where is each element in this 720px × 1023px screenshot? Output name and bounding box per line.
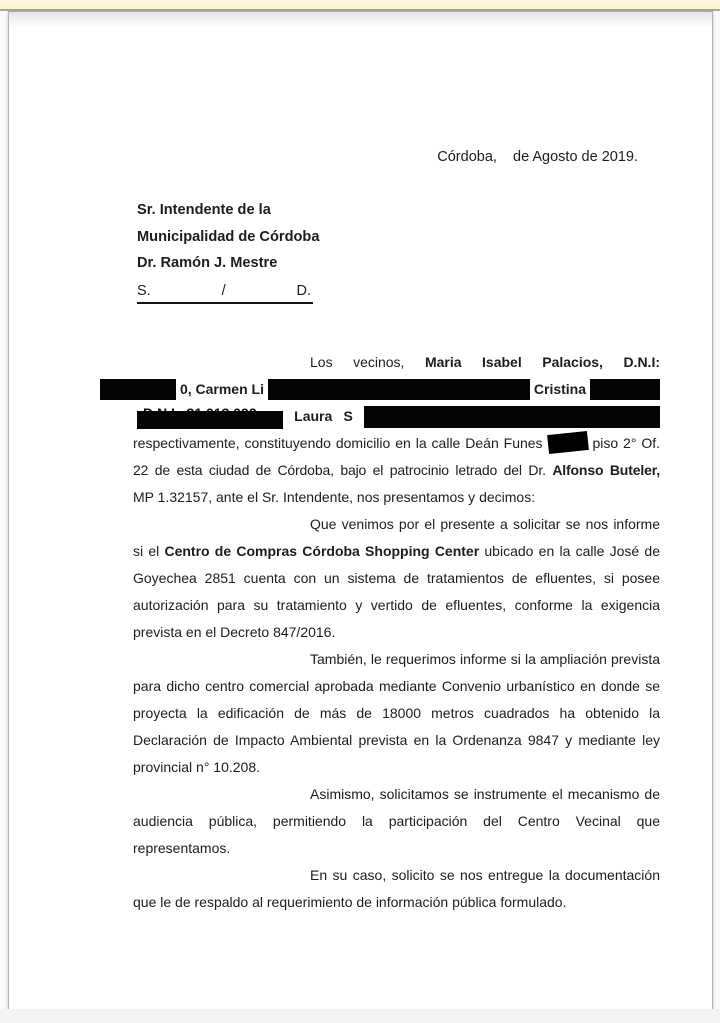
- date-text: Córdoba, de Agosto de 2019.: [437, 149, 638, 165]
- redaction-box-partial: [137, 404, 283, 429]
- paragraph-2: [133, 511, 660, 646]
- paragraph1-line6: MP 1.32157, ante el Sr. Intendente, nos presentamos y decimos:: [133, 489, 536, 505]
- redaction-box: [137, 411, 283, 429]
- top-strip: [0, 0, 720, 11]
- salutation-slash: /: [221, 282, 226, 299]
- p1-l4-post: piso 2° Of.: [592, 435, 661, 451]
- p2-shopping-center-name: Centro de Compras Córdoba Shopping Center: [164, 543, 480, 559]
- paragraph1-line5: [133, 457, 660, 484]
- paragraph-4: Asimismo, solicitamos se instrumente el mecanismo de audiencia pública, permitiendo la participación del Centro Vecinal que representamos.: [133, 786, 660, 856]
- addressee-line-2: Municipalidad de Córdoba: [137, 228, 320, 245]
- paragraph1-line3: [133, 403, 660, 430]
- p2-pre: Que venimos por el presente a solicitar se nos informe si el: [133, 516, 660, 559]
- salutation-d: D.: [296, 282, 311, 299]
- p1-l2-text1: 0, Carmen Li: [179, 381, 264, 397]
- date-line: [437, 147, 638, 167]
- bottom-strip: [0, 1009, 720, 1023]
- salutation-line: [137, 281, 313, 304]
- paragraph1-line2: [133, 376, 660, 403]
- p1-l5-pre: 22 de esta ciudad de Córdoba, bajo el patrocinio letrado del Dr.: [133, 462, 553, 478]
- document-page: [8, 11, 713, 1010]
- p1-l1-names: Maria Isabel Palacios, D.N.I:: [424, 354, 660, 370]
- salutation-s: S.: [137, 282, 151, 299]
- p1-l1-regular: Los vecinos,: [310, 354, 425, 370]
- p1-l2-text2: Cristina: [533, 381, 587, 397]
- p1-l4-pre: respectivamente, constituyendo domicilio en la calle Deán Funes: [133, 435, 543, 451]
- redaction-box: [100, 379, 176, 400]
- redaction-box: [590, 379, 660, 400]
- p1-l3-text2: S: [343, 408, 353, 424]
- redaction-box: [547, 431, 589, 454]
- p2-post: ubicado en la calle José de Goyechea 2851 cuenta con un sistema de tratamientos de efluentes, si posee autorización para su tratamiento y vertido de efluentes, conforme la exigencia prevista en el Decreto 847/2016.: [133, 543, 660, 640]
- paragraph1-line4: [133, 430, 660, 457]
- paragraph1-line1: [133, 349, 660, 376]
- letter-body: [133, 349, 660, 916]
- addressee-block: [137, 197, 319, 304]
- paragraph-3: También, le requerimos informe si la ampliación prevista para dicho centro comercial aprobada mediante Convenio urbanístico en donde se proyecta la edificación de más de 18000 metros cuadrados ha obtenido la Declaración de Impacto Ambiental prevista en la Ordenanza 9847 y mediante ley provincial n° 10.208.: [133, 651, 660, 775]
- p1-l3-text1: Laura: [294, 408, 333, 424]
- redaction-box: [268, 379, 530, 400]
- addressee-line-1: Sr. Intendente de la: [137, 202, 271, 218]
- addressee-line-3: Dr. Ramón J. Mestre: [137, 255, 278, 271]
- redaction-box: [364, 406, 660, 428]
- p1-l5-lawyer-name: Alfonso Buteler,: [552, 462, 660, 478]
- paragraph-5: En su caso, solicito se nos entregue la documentación que le de respaldo al requerimiento de información pública formulado.: [133, 867, 660, 910]
